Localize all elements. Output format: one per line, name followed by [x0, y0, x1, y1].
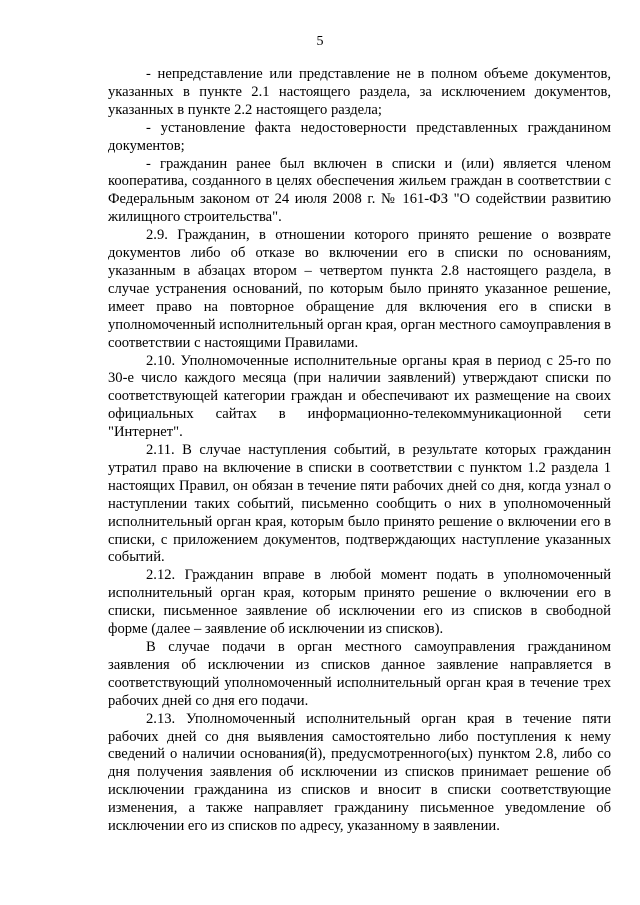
- paragraph-incomplete-documents: - непредставление или представление не в полном объеме документов, указанных в пункте 2.1 настоящего раздела, за исключением документов, указанных в пункте 2.2 настоящего раздела;: [108, 66, 611, 118]
- paragraph-false-documents: - установление факта недостоверности представленных гражданином документов;: [108, 119, 611, 154]
- document-body: [108, 66, 611, 836]
- paragraph-cooperative-member: - гражданин ранее был включен в списки и (или) является членом кооператива, созданного в целях обеспечения жильем граждан в соответствии с Федеральным законом от 24 июля 2008 г. № 161-ФЗ "О содействии развитию жилищного строительства".: [108, 155, 611, 226]
- paragraph-local-authority-submission: В случае подачи в орган местного самоуправления гражданином заявления об исключении из списков данное заявление направляется в соответствующий уполномоченный исполнительный орган края в течение трех рабочих дней со дня его подачи.: [108, 639, 611, 709]
- paragraph-2-10: 2.10. Уполномоченные исполнительные органы края в период с 25-го по 30-е число каждого месяца (при наличии заявлений) утверждают списки по соответствующей категории граждан и обеспечивают их размещение на своих официальных сайтах в информационно-телекоммуникационной сети "Интернет".: [108, 352, 611, 441]
- page-number: 5: [316, 34, 324, 49]
- paragraph-2-11: 2.11. В случае наступления событий, в результате которых гражданин утратил право на включение в списки в соответствии с пунктом 1.2 раздела 1 настоящих Правил, он обязан в течение пяти рабочих дней со дня, когда узнал о наступлении таких событий, письменно сообщить о них в уполномоченный исполнительный орган края, которым было принято решение о включении его в списки, с приложением документов, подтверждающих наступление указанных событий.: [108, 442, 611, 566]
- paragraph-2-9: 2.9. Гражданин, в отношении которого принято решение о возврате документов либо об отказе во включении его в списки по основаниям, указанным в абзацах втором – четвертом пункта 2.8 настоящего раздела, в случае устранения оснований, по которым было принято указанное решение, имеет право на повторное обращение для включения его в списки в уполномоченный исполнительный орган края, орган местного самоуправления в соответствии с настоящими Правилами.: [108, 227, 611, 351]
- paragraph-2-13: 2.13. Уполномоченный исполнительный орган края в течение пяти рабочих дней со дня выявления самостоятельно либо поступления к нему сведений о наличии основания(й), предусмотренного(ых) пунктом 2.8, либо со дня получения заявления об исключении из списков принимает решение об исключении гражданина из списков и вносит в списки соответствующие изменения, а также направляет гражданину письменное уведомление об исключении его из списков по адресу, указанному в заявлении.: [108, 710, 611, 835]
- paragraph-2-12: 2.12. Гражданин вправе в любой момент подать в уполномоченный исполнительный орган края, которым принято решение о включении его в списки, письменное заявление об исключении его из списков в свободной форме (далее – заявление об исключении из списков).: [108, 567, 611, 638]
